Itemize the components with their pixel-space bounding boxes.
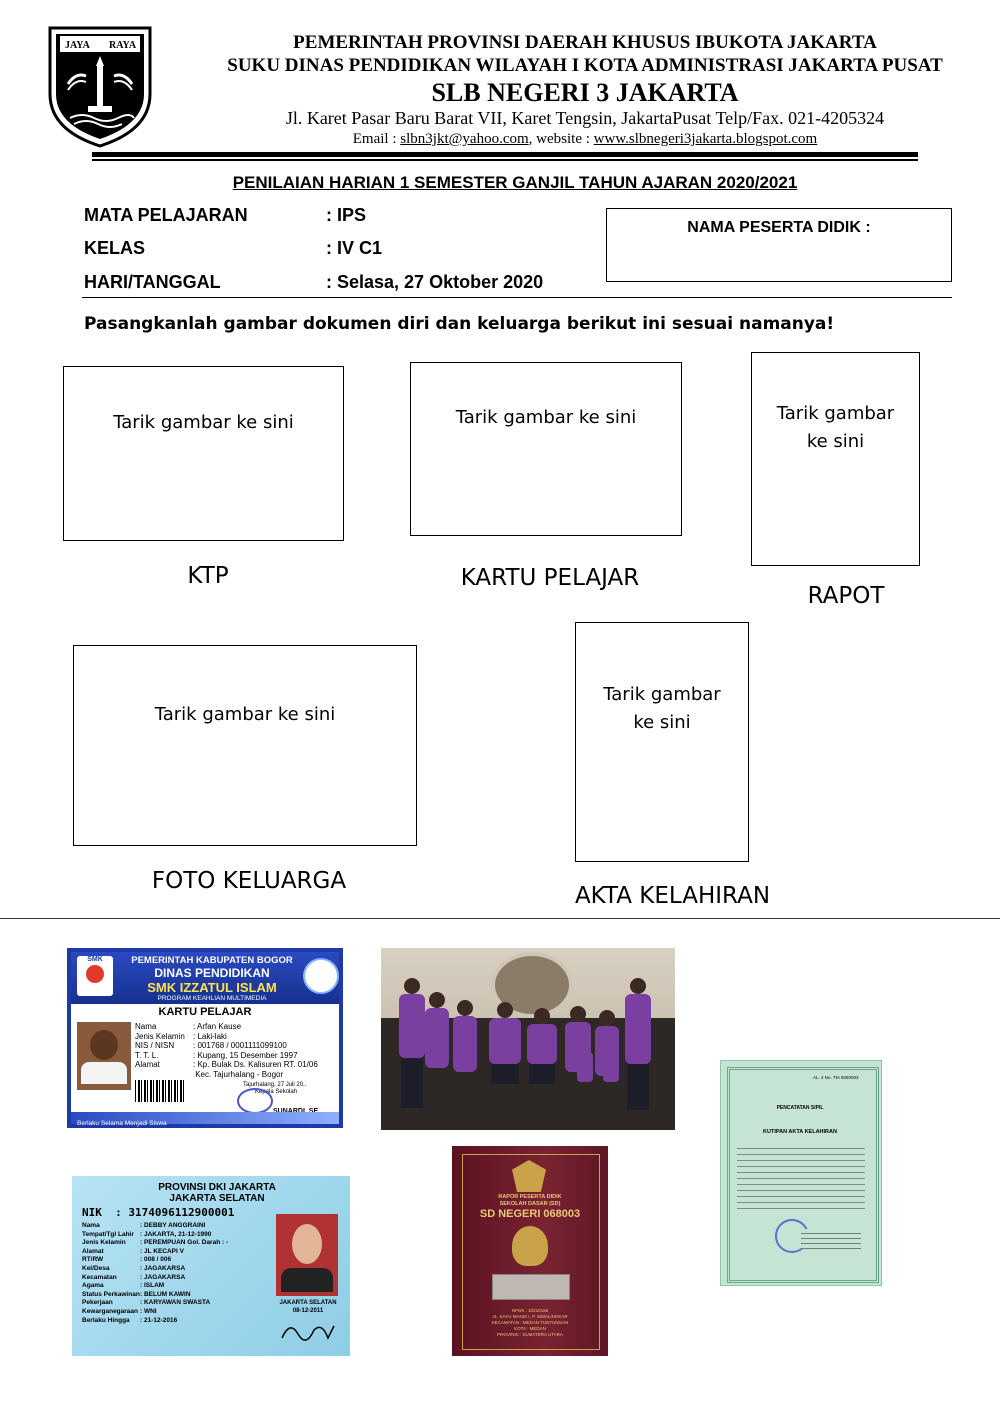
- ktp-row-10: Kewarganegaraan : WNI: [82, 1307, 157, 1315]
- instruction: Pasangkanlah gambar dokumen diri dan keluarga berikut ini sesuai namanya!: [84, 314, 835, 334]
- drop-zone-hint-line1: Tarik gambar: [776, 403, 895, 424]
- date-value: : Selasa, 27 Oktober 2020: [326, 272, 544, 292]
- card-school: SMK IZZATUL ISLAM: [147, 980, 277, 995]
- ktp-row-7: Agama : ISLAM: [82, 1282, 165, 1290]
- card-row-5: Kec. Tajurhalang - Bogor: [193, 1069, 284, 1079]
- drop-zone-hint: Tarik gambar ke sini: [154, 704, 336, 725]
- draggable-akta-kelahiran[interactable]: [720, 1060, 882, 1286]
- card-gov: PEMERINTAH KABUPATEN BOGOR: [131, 955, 293, 966]
- draggable-rapot[interactable]: [452, 1146, 608, 1356]
- ktp-row-11: Berlaku Hingga : 21-12-2016: [82, 1316, 178, 1324]
- drop-zone-hint: Tarik gambar ke sini: [455, 407, 637, 428]
- drop-zone-akta-kelahiran[interactable]: [575, 622, 749, 862]
- subject-value: : IPS: [326, 205, 367, 225]
- drop-zone-foto-keluarga[interactable]: [73, 645, 417, 846]
- draggable-foto-keluarga[interactable]: [381, 948, 675, 1130]
- jakarta-logo: [46, 24, 154, 148]
- ktp-row-1: Tempat/Tgl Lahir : JAKARTA, 21-12-1990: [82, 1230, 212, 1238]
- card-stamp: [237, 1088, 273, 1114]
- date-label: HARI/TANGGAL: [84, 272, 221, 292]
- card-row-3: T. T. L. : Kupang, 15 Desember 1997: [135, 1050, 298, 1060]
- rapot-school-logo: [512, 1226, 548, 1266]
- akta-signature: [801, 1229, 861, 1249]
- svg-text:JAYA: JAYA: [65, 40, 90, 51]
- label-kartu-pelajar: KARTU PELAJAR: [460, 565, 640, 591]
- ktp-row-6: Kecamatan : JAGAKARSA: [82, 1273, 186, 1281]
- rapot-school: SD NEGERI 068003: [479, 1208, 581, 1220]
- card-program: PROGRAM KEAHLIAN MULTIMEDIA: [157, 995, 267, 1002]
- student-photo: [77, 1022, 131, 1090]
- subject-label: MATA PELAJARAN: [84, 205, 248, 225]
- ktp-province: PROVINSI DKI JAKARTA: [158, 1182, 276, 1193]
- svg-text:RAYA: RAYA: [109, 40, 137, 51]
- drop-zone-hint-line2: ke sini: [806, 431, 865, 452]
- card-row-0: Nama : Arfan Kause: [135, 1022, 242, 1031]
- barcode: [135, 1080, 185, 1102]
- page-title: PENILAIAN HARIAN 1 SEMESTER GANJIL TAHUN AJARAN 2020/2021: [232, 173, 798, 192]
- drop-zone-kartu-pelajar[interactable]: [410, 362, 682, 536]
- section-divider: [0, 918, 1000, 919]
- rapot-title1: RAPOR PESERTA DIDIK: [498, 1194, 562, 1200]
- label-akta-kelahiran: AKTA KELAHIRAN: [574, 883, 771, 909]
- akta-gov: PENCATATAN SIPIL: [776, 1105, 824, 1111]
- header-government: PEMERINTAH PROVINSI DAERAH KHUSUS IBUKOTA JAKARTA: [293, 32, 877, 53]
- website-link[interactable]: www.slbnegeri3jakarta.blogspot.com: [593, 131, 818, 147]
- drop-zone-hint-line1: Tarik gambar: [603, 684, 721, 705]
- ktp-row-4: RT/RW : 008 / 006: [82, 1256, 172, 1264]
- ktp-signature: [278, 1316, 338, 1348]
- card-dept: DINAS PENDIDIKAN: [154, 966, 270, 980]
- class-label: KELAS: [84, 238, 146, 258]
- ktp-sign-date: 08-12-2011: [292, 1308, 324, 1314]
- akta-text-lines: [737, 1143, 865, 1213]
- rapot-name-window: [492, 1274, 570, 1300]
- class-value: : IV C1: [326, 238, 383, 258]
- ktp-city: JAKARTA SELATAN: [169, 1193, 265, 1204]
- label-foto-keluarga: FOTO KELUARGA: [151, 868, 347, 894]
- ktp-photo: [276, 1214, 338, 1296]
- ktp-row-2: Jenis Kelamin : PEREMPUAN Gol. Darah : -: [82, 1239, 229, 1247]
- ktp-row-8: Status Perkawinan: BELUM KAWIN: [82, 1290, 191, 1298]
- card-place-date: Tajurhalang, 27 Juli 20..: [243, 1082, 307, 1088]
- card-row-1: Jenis Kelamin : Laki-laki: [135, 1031, 227, 1041]
- smk-logo: SMK: [77, 956, 113, 996]
- card-row-2: NIS / NISN : 001768 / 0001111099100: [135, 1041, 287, 1050]
- ktp-nik-row: NIK : 3174096112900001: [82, 1206, 235, 1219]
- rapot-address-block: NPSN : 10210166 JL. KAYU MANIS I, P. SIMALINGKAR KECAMATAN : MEDAN TUNTUNGAN KOTA : MEDAN PROVINSI : SUMATERA UTARA: [491, 1308, 569, 1337]
- tut-wuri-logo: [303, 958, 339, 994]
- rapot-title2: SEKOLAH DASAR (SD): [499, 1201, 561, 1207]
- label-ktp: KTP: [187, 563, 229, 589]
- ktp-row-3: Alamat : JL KECAPI V: [82, 1247, 184, 1255]
- header-contact: Email : slbn3jkt@yahoo.com, website : www.slbnegeri3jakarta.blogspot.com: [352, 131, 818, 147]
- email-link[interactable]: slbn3jkt@yahoo.com: [400, 131, 529, 147]
- card-row-4: Alamat : Kp. Bulak Ds. Kalisuren RT. 01/06: [135, 1060, 318, 1069]
- drop-zone-hint: Tarik gambar ke sini: [113, 412, 294, 433]
- header-address: Jl. Karet Pasar Baru Barat VII, Karet Tengsin, JakartaPusat Telp/Fax. 021-4205324: [285, 108, 885, 128]
- header-rule-thin: [92, 159, 918, 161]
- draggable-kartu-pelajar[interactable]: [67, 948, 343, 1128]
- drop-zone-rapot[interactable]: [751, 352, 920, 566]
- ktp-sign-city: JAKARTA SELATAN: [279, 1300, 337, 1306]
- ktp-details: [82, 1222, 282, 1325]
- label-rapot: RAPOT: [807, 583, 885, 609]
- ktp-row-9: Pekerjaan : KARYAWAN SWASTA: [82, 1299, 211, 1307]
- header-rule-thick: [92, 152, 918, 157]
- header-school-name: SLB NEGERI 3 JAKARTA: [431, 78, 739, 107]
- drop-zone-hint-line2: ke sini: [633, 712, 691, 733]
- student-name-label: NAMA PESERTA DIDIK :: [687, 219, 871, 236]
- drop-zone-ktp[interactable]: [63, 366, 344, 541]
- akta-title: KUTIPAN AKTA KELAHIRAN: [763, 1129, 837, 1135]
- family-figures: [381, 948, 675, 1130]
- akta-serial: AL. 4 No. TIA 0000003: [813, 1075, 859, 1080]
- info-rule: [82, 297, 952, 298]
- ktp-row-0: Nama : DEBBY ANGGRAINI: [82, 1222, 206, 1229]
- header-department: SUKU DINAS PENDIDIKAN WILAYAH I KOTA ADMINISTRASI JAKARTA PUSAT: [227, 55, 943, 76]
- card-position: Kepala Sekolah: [255, 1089, 298, 1095]
- card-details: [135, 1022, 335, 1079]
- card-footer-band: Berlaku Selama Menjadi Siswa: [71, 1112, 339, 1124]
- ktp-row-5: Kel/Desa : JAGAKARSA: [82, 1264, 186, 1272]
- draggable-ktp[interactable]: [72, 1176, 350, 1356]
- card-title: KARTU PELAJAR: [158, 1006, 252, 1018]
